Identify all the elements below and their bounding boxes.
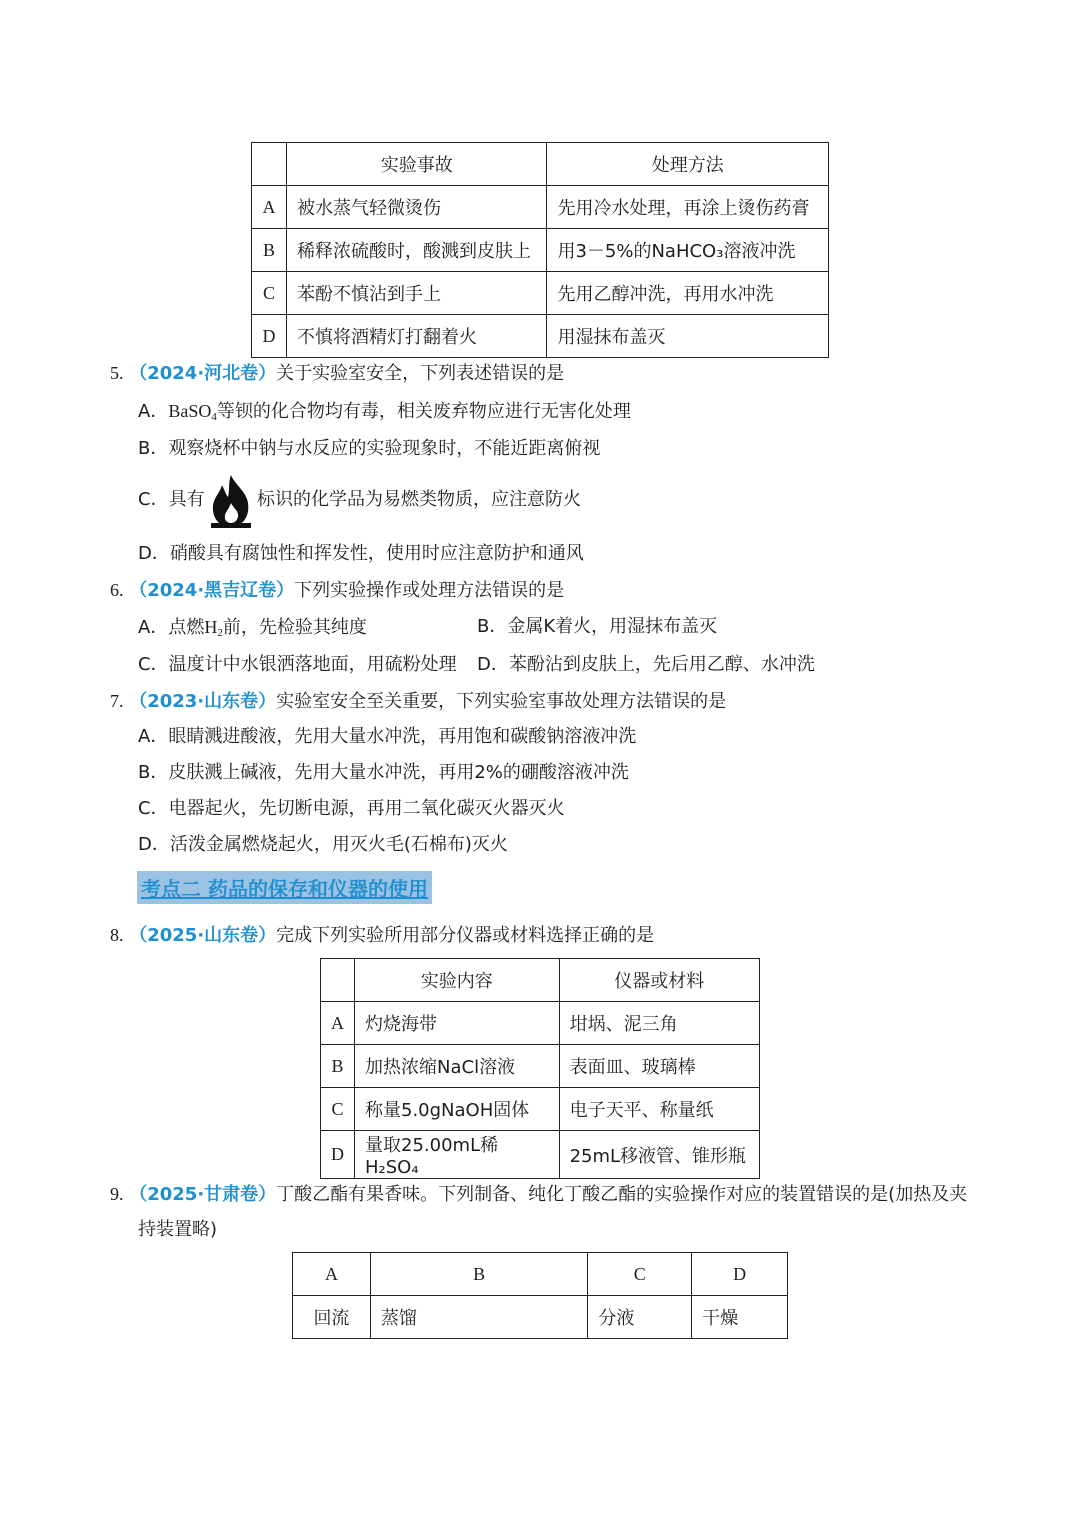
method-cell: 先用冷水处理，再涂上烫伤药膏	[547, 186, 829, 229]
table-header-row	[252, 143, 829, 186]
question-stem: 实验室安全至关重要，下列实验室事故处理方法错误的是	[276, 691, 727, 712]
table-header-cell: 处理方法	[547, 143, 829, 186]
formula: H	[204, 617, 218, 637]
question-number: 7.	[110, 691, 124, 711]
table-header-cell: 实验事故	[286, 143, 546, 186]
question-source: （2024·河北卷）	[129, 363, 277, 384]
row-label: B	[321, 1045, 355, 1088]
question-stem: 关于实验室安全，下列表述错误的是	[276, 363, 565, 384]
option-a: A．眼睛溅进酸液，先用大量水冲洗，再用饱和碳酸钠溶液冲洗	[138, 726, 637, 747]
table-header-row	[293, 1253, 788, 1296]
row-label: A	[252, 186, 287, 229]
table-row	[321, 1002, 760, 1045]
operation-cell: 分液	[588, 1296, 692, 1339]
apparatus-table	[292, 1252, 788, 1339]
option-a	[138, 613, 367, 647]
question-source: （2024·黑吉辽卷）	[129, 580, 295, 601]
question-stem: 完成下列实验所用部分仪器或材料选择正确的是	[276, 925, 655, 946]
question-number: 9.	[110, 1184, 124, 1204]
question-9	[110, 1180, 967, 1209]
accident-cell: 稀释浓硫酸时，酸溅到皮肤上	[286, 229, 546, 272]
formula-subscript: 2	[217, 627, 223, 639]
accident-cell: 不慎将酒精灯打翻着火	[286, 315, 546, 358]
option-c	[138, 486, 205, 514]
flammable-icon	[208, 473, 254, 529]
formula: BaSO	[168, 401, 212, 421]
row-label: C	[321, 1088, 355, 1131]
equipment-cell: 电子天平、称量纸	[559, 1088, 759, 1131]
table-row	[293, 1296, 788, 1339]
method-cell: 先用乙醇冲洗，再用水冲洗	[547, 272, 829, 315]
accident-cell: 被水蒸气轻微烫伤	[286, 186, 546, 229]
question-stem: 丁酸乙酯有果香味。下列制备、纯化丁酸乙酯的实验操作对应的装置错误的是(加热及夹	[276, 1184, 968, 1205]
table-header-cell: 实验内容	[355, 959, 560, 1002]
table-header-cell: A	[293, 1253, 371, 1296]
question-source: （2023·山东卷）	[129, 691, 277, 712]
table-row	[252, 272, 829, 315]
content-cell: 加热浓缩NaCl溶液	[355, 1045, 560, 1088]
question-number: 6.	[110, 580, 124, 600]
equipment-cell: 坩埚、泥三角	[559, 1002, 759, 1045]
equipment-cell: 表面皿、玻璃棒	[559, 1045, 759, 1088]
equipment-table	[320, 958, 760, 1179]
option-b: B．观察烧杯中钠与水反应的实验现象时，不能近距离俯视	[138, 438, 601, 459]
question-number: 5.	[110, 363, 124, 383]
table-header-cell	[321, 959, 355, 1002]
option-d: D．活泼金属燃烧起火，用灭火毛(石棉布)灭火	[138, 834, 508, 855]
option-label: A．	[138, 401, 169, 422]
table-header-cell: 仪器或材料	[559, 959, 759, 1002]
row-label: C	[252, 272, 287, 315]
question-9-continued: 持装置略)	[138, 1219, 218, 1240]
table-header-cell: D	[692, 1253, 788, 1296]
option-text: 等钡的化合物均有毒，相关废弃物应进行无害化处理	[216, 401, 631, 422]
method-cell: 用3－5%的NaHCO₃溶液冲洗	[547, 229, 829, 272]
formula-subscript: 4	[211, 411, 217, 423]
operation-cell: 蒸馏	[370, 1296, 587, 1339]
table-row	[252, 186, 829, 229]
option-d: D．硝酸具有腐蚀性和挥发性，使用时应注意防护和通风	[138, 543, 584, 564]
section-heading: 考点二 药品的保存和仪器的使用	[137, 871, 432, 904]
table-header-cell	[252, 143, 287, 186]
table-row	[321, 1131, 760, 1179]
content-cell: 称量5.0gNaOH固体	[355, 1088, 560, 1131]
table-row	[252, 315, 829, 358]
table-header-row	[321, 959, 760, 1002]
option-b: B．皮肤溅上碱液，先用大量水冲洗，再用2%的硼酸溶液冲洗	[138, 762, 629, 783]
question-7	[110, 687, 726, 716]
option-b: B．金属K着火，用湿抹布盖灭	[477, 616, 718, 637]
operation-cell: 回流	[293, 1296, 371, 1339]
option-label: A．点燃	[138, 617, 205, 638]
method-cell: 用湿抹布盖灭	[547, 315, 829, 358]
question-8	[110, 921, 654, 950]
operation-cell: 干燥	[692, 1296, 788, 1339]
table-row	[321, 1088, 760, 1131]
option-text: 前，先检验其纯度	[222, 617, 367, 638]
content-cell: 量取25.00mL稀H₂SO₄	[355, 1131, 560, 1179]
option-c: C．电器起火，先切断电源，再用二氧化碳灭火器灭火	[138, 798, 565, 819]
content-cell: 灼烧海带	[355, 1002, 560, 1045]
question-number: 8.	[110, 925, 124, 945]
option-text: C．具有	[138, 489, 205, 510]
accident-cell: 苯酚不慎沾到手上	[286, 272, 546, 315]
option-a	[138, 397, 631, 431]
table-header-cell: B	[370, 1253, 587, 1296]
table-header-cell: C	[588, 1253, 692, 1296]
table-row	[252, 229, 829, 272]
question-5	[110, 359, 564, 388]
option-c-tail: 标识的化学品为易燃类物质，应注意防火	[257, 489, 581, 510]
equipment-cell: 25mL移液管、锥形瓶	[559, 1131, 759, 1179]
accident-table	[251, 142, 829, 358]
option-d: D．苯酚沾到皮肤上，先后用乙醇、水冲洗	[477, 654, 815, 675]
question-source: （2025·山东卷）	[129, 925, 277, 946]
question-6	[110, 576, 564, 605]
row-label: A	[321, 1002, 355, 1045]
question-source: （2025·甘肃卷）	[129, 1184, 277, 1205]
table-row	[321, 1045, 760, 1088]
row-label: D	[252, 315, 287, 358]
question-stem: 下列实验操作或处理方法错误的是	[294, 580, 565, 601]
row-label: D	[321, 1131, 355, 1179]
option-c: C．温度计中水银洒落地面，用硫粉处理	[138, 654, 457, 675]
row-label: B	[252, 229, 287, 272]
